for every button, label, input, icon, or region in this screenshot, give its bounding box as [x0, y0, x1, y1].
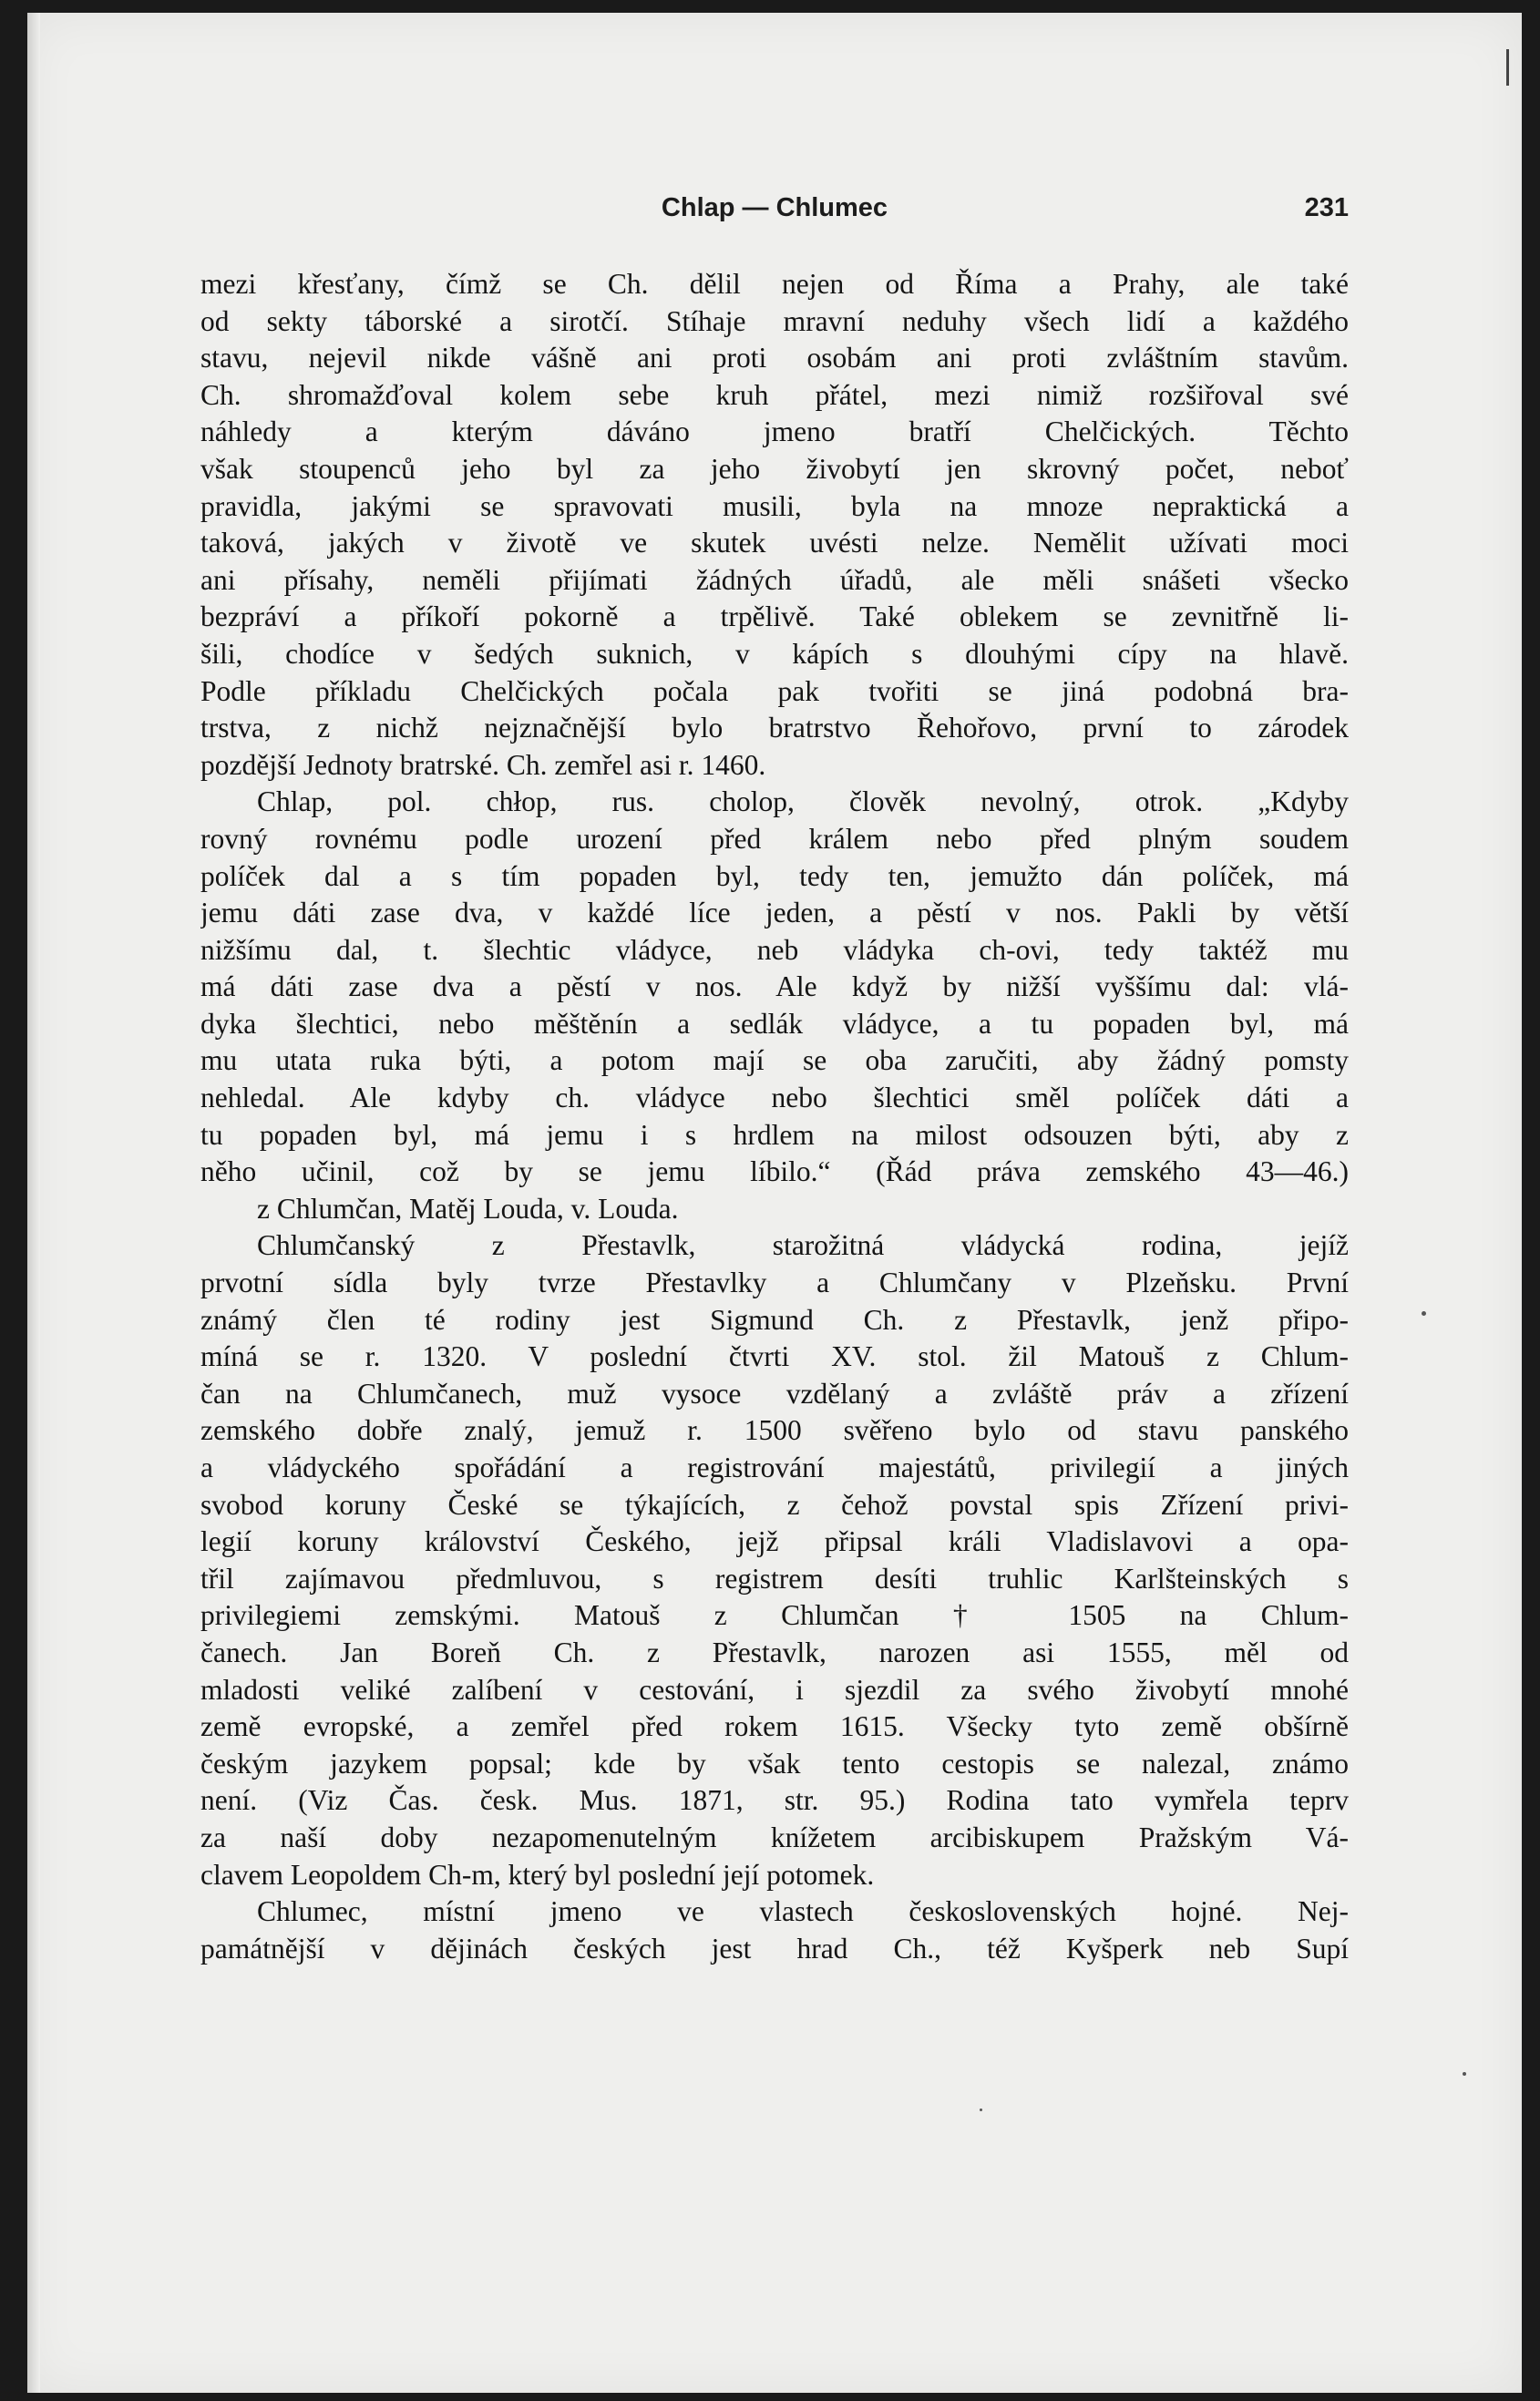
text-line: náhledy a kterým dáváno jmeno bratří Chelčických. Těchto [200, 416, 1349, 448]
text-line: jemu dáti zase dva, v každé líce jeden, a pěstí v nos. Pakli by větší [200, 897, 1349, 929]
text-line: mladosti veliké zalíbení v cestování, i sjezdil za svého živobytí mnohé [200, 1673, 1349, 1706]
text-line: mu utata ruka býti, a potom mají se oba zaručiti, aby žádný pomsty [200, 1044, 1349, 1077]
text-line: clavem Leopoldem Ch-m, který byl poslední její potomek. [200, 1858, 875, 1891]
text-line: dyka šlechtici, nebo měštěnín a sedlák vládyce, a tu popaden byl, má [200, 1007, 1349, 1040]
text-line: taková, jakých v životě ve skutek uvésti nelze. Nemělit užívati moci [200, 527, 1349, 559]
text-line: míná se r. 1320. V poslední čtvrti XV. stol. žil Matouš z Chlum- [200, 1340, 1349, 1373]
header-title: Chlap — Chlumec [661, 193, 888, 222]
text-line: čanech. Jan Boreň Ch. z Přestavlk, narozen asi 1555, měl od [200, 1636, 1349, 1668]
text-line: čan na Chlumčanech, muž vysoce vzdělaný a zvláště práv a zřízení [200, 1377, 1349, 1410]
text-line: známý člen té rodiny jest Sigmund Ch. z Přestavlk, jenž připo- [200, 1303, 1349, 1336]
text-line: pozdější Jednoty bratrské. Ch. zemřel asi r. 1460. [200, 748, 766, 781]
text-line: legií koruny království Českého, jejž připsal králi Vladislavovi a opa- [200, 1525, 1349, 1558]
text-line: a vládyckého spořádání a registrování majestátů, privilegií a jiných [200, 1452, 1349, 1483]
text-line: zemského dobře znalý, jemuž r. 1500 svěřeno bylo od stavu panského [200, 1414, 1349, 1447]
speck [980, 2109, 982, 2111]
text-line: ani přísahy, neměli přijímati žádných úřadů, ale měli snášeti všecko [200, 563, 1349, 596]
text-line: šili, chodíce v šedých suknich, v kápích s dlouhými cípy na hlavě. [200, 637, 1349, 670]
text-line: stavu, nejevil nikde vášně ani proti osobám ani proti zvláštním stavům. [200, 342, 1349, 375]
running-header [200, 186, 1349, 231]
text-line: prvotní sídla byly tvrze Přestavlky a Chlumčany v Plzeňsku. První [200, 1267, 1349, 1299]
text-line: nižšímu dal, t. šlechtic vládyce, neb vládyka ch-ovi, tedy taktéž mu [200, 933, 1349, 966]
text-line: něho učinil, což by se jemu líbilo.“ (Řád práva zemského 43—46.) [200, 1155, 1349, 1188]
text-line: pravidla, jakými se spravovati musili, byla na mnoze nepraktická a [200, 489, 1349, 522]
page-number: 231 [1304, 193, 1349, 222]
speck [1463, 2072, 1466, 2076]
text-line: Ch. shromažďoval kolem sebe kruh přátel, mezi nimiž rozšiřoval své [200, 378, 1349, 411]
text-line: od sekty táborské a sirotčí. Stíhaje mravní neduhy všech lidí a každého [200, 304, 1349, 337]
text-line: bezpráví a příkoří pokorně a trpělivě. Také oblekem se zevnitřně li- [200, 600, 1349, 633]
text-line: mezi křesťany, čímž se Ch. dělil nejen od Říma a Prahy, ale také [200, 268, 1349, 300]
entry-z-chlumcan: z Chlumčan, Matěj Louda, v. Louda. [257, 1192, 679, 1225]
text-line: políček dal a s tím popaden byl, tedy ten, jemužto dán políček, má [200, 859, 1349, 892]
text-line: českým jazykem popsal; kde by však tento cestopis se nalezal, známo [200, 1747, 1349, 1780]
edge-mark [1506, 49, 1509, 86]
body-text [200, 266, 1349, 1967]
entry-chlap-first-line: Chlap, pol. chłop, rus. cholop, člověk nevolný, otrok. „Kdyby [257, 785, 1349, 818]
text-line: za naší doby nezapomenutelným knížetem arcibiskupem Pražským Vá- [200, 1821, 1349, 1853]
text-line: rovný rovnému podle urození před králem nebo před plným soudem [200, 822, 1349, 855]
text-line: však stoupenců jeho byl za jeho živobytí jen skrovný počet, neboť [200, 452, 1349, 485]
text-line: nehledal. Ale kdyby ch. vládyce nebo šlechtici směl políček dáti a [200, 1082, 1349, 1114]
text-line: svobod koruny České se týkajících, z čehož povstal spis Zřízení privi- [200, 1488, 1349, 1521]
text-line: tu popaden byl, má jemu i s hrdlem na milost odsouzen býti, aby z [200, 1118, 1349, 1151]
text-line: památnější v dějinách českých jest hrad Ch., též Kyšperk neb Supí [200, 1932, 1349, 1965]
text-line: privilegiemi zemskými. Matouš z Chlumčan † 1505 na Chlum- [200, 1599, 1349, 1632]
text-line: trstva, z nichž nejznačnější bylo bratrstvo Řehořovo, první to zárodek [200, 712, 1349, 744]
text-line: Podle příkladu Chelčických počala pak tvořiti se jiná podobná bra- [200, 674, 1349, 707]
entry-chlumcansky-first-line: Chlumčanský z Přestavlk, starožitná vládycká rodina, jejíž [257, 1229, 1349, 1262]
text-line: země evropské, a zemřel před rokem 1615. Všecky tyto země obšírně [200, 1710, 1349, 1743]
entry-chlumec-first-line: Chlumec, místní jmeno ve vlastech československých hojné. Nej- [257, 1895, 1349, 1928]
page-edge-shadow [27, 13, 40, 2393]
text-line: třil zajímavou předmluvou, s registrem desíti truhlic Karlšteinských s [200, 1562, 1349, 1595]
book-page [27, 13, 1522, 2393]
speck [1422, 1311, 1426, 1316]
text-line: má dáti zase dva a pěstí v nos. Ale když by nižší vyššímu dal: vlá- [200, 970, 1349, 1003]
text-line: není. (Viz Čas. česk. Mus. 1871, str. 95.) Rodina tato vymřela teprv [200, 1784, 1349, 1817]
